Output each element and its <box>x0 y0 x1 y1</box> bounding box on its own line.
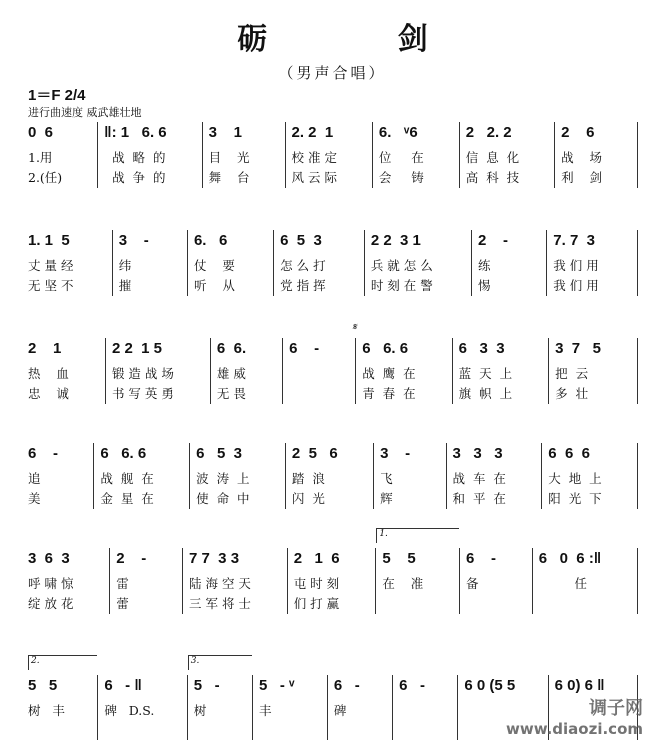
measure <box>459 548 532 614</box>
lyric-verse-2: 风 云 际 <box>291 170 337 185</box>
notes: 2. 2 1 <box>291 124 334 141</box>
lyric-verse-2: 蕾 <box>116 596 129 611</box>
notes: 2 6 <box>561 124 595 141</box>
lyric-verse-2 <box>28 721 94 740</box>
notes: 3 - <box>118 232 149 249</box>
volta-bracket: 2. <box>28 655 97 670</box>
lyric-verse-2: 书 写 英 勇 <box>111 386 174 401</box>
lyric-verse-1: 锻 造 战 场 <box>111 366 174 381</box>
measure <box>109 548 182 614</box>
lyric-verse-2: 使 命 中 <box>196 491 250 506</box>
notes: 3 - <box>380 445 411 462</box>
lyric-verse-1: 波 涛 上 <box>196 471 250 486</box>
lyric-verse-2 <box>289 384 352 404</box>
lyric-verse-1: 战 舰 在 <box>100 471 154 486</box>
lyric-verse-1: 在 准 <box>382 576 424 591</box>
measure <box>471 230 546 296</box>
lyric-verse-2: 阳 光 下 <box>548 491 602 506</box>
notes: 5 5 <box>28 677 58 694</box>
lyric-verse-2 <box>399 721 454 740</box>
notes: 6 6 6 <box>548 445 590 462</box>
lyric-verse-2: 利 剑 <box>561 170 603 185</box>
lyric-verse-2 <box>466 594 529 614</box>
notes: 6 3 3 <box>458 340 505 357</box>
measure <box>210 338 282 404</box>
lyric-verse-2: 高 科 技 <box>465 170 520 185</box>
measure <box>532 548 638 614</box>
lyric-verse-1: 碑 D.S. <box>104 703 155 718</box>
lyric-verse-1: 兵 就 怎 么 <box>370 258 433 273</box>
notes: 6 5 3 <box>280 232 322 249</box>
notes: 2 - <box>116 550 147 567</box>
measure <box>392 675 457 740</box>
notes: 2 5 6 <box>291 445 338 462</box>
lyric-verse-1: 把 云 <box>555 366 589 381</box>
measure <box>372 122 459 188</box>
lyric-verse-1: 任 <box>538 576 588 591</box>
notes: 2 1 6 <box>293 550 340 567</box>
lyric-verse-1: 目 光 <box>208 150 250 165</box>
lyric-verse-1: 蓝 天 上 <box>458 366 513 381</box>
measure <box>28 122 97 188</box>
notes: 3 7 5 <box>555 340 601 357</box>
lyric-verse-2: 2.(任) <box>28 170 63 185</box>
watermark-name: 调子网 <box>589 698 643 719</box>
notes: 6 - <box>399 677 425 694</box>
lyric-verse-2: 青 春 在 <box>362 386 416 401</box>
measure <box>375 529 459 614</box>
score-row <box>28 443 638 509</box>
notes: 6 - <box>333 677 360 694</box>
measure <box>28 338 105 404</box>
notes: 6 0 6 :‖ <box>538 550 602 567</box>
measure <box>273 230 364 296</box>
lyric-verse-2: 无 畏 <box>216 386 246 401</box>
lyric-verse-1: 我 们 用 <box>553 258 599 273</box>
measure <box>28 656 97 740</box>
song-subtitle: （男声合唱） <box>278 64 387 82</box>
measure <box>28 548 109 614</box>
notes: 3 3 3 <box>452 445 503 462</box>
lyric-verse-2: 舞 台 <box>208 170 250 185</box>
lyric-verse-2: 多 壮 <box>555 386 589 401</box>
notes: 6 - <box>28 445 59 462</box>
measure <box>187 230 273 296</box>
notes: 3 6 3 <box>28 550 70 567</box>
lyric-verse-1: 大 地 上 <box>548 471 602 486</box>
measure <box>252 675 327 740</box>
lyric-verse-1: 信 息 化 <box>465 150 520 165</box>
measure <box>327 675 392 740</box>
measure <box>112 230 187 296</box>
lyric-verse-2: 旗 帜 上 <box>458 386 513 401</box>
lyric-verse-1: 练 <box>478 258 491 273</box>
lyric-verse-2 <box>259 721 324 740</box>
lyric-verse-2: 忠 诚 <box>28 386 69 401</box>
lyric-verse-1: 树 <box>193 703 207 718</box>
notes: 5 5 <box>382 550 416 567</box>
measure <box>373 443 445 509</box>
song-title: 砺 剑 <box>237 22 488 57</box>
segno-mark: 𝄋 <box>352 322 357 333</box>
volta-bracket: 3. <box>188 655 252 670</box>
notes: 5 - ᵛ <box>259 677 295 694</box>
measure <box>452 338 548 404</box>
score-row <box>28 529 638 614</box>
notes: ‖: 1 6. 6 <box>104 124 167 141</box>
lyric-verse-1 <box>399 701 454 721</box>
lyric-verse-1: 位 在 <box>378 150 424 165</box>
notes: 2 2 3 1 <box>370 232 421 249</box>
notes: 6. 6 <box>193 232 228 249</box>
lyric-verse-1 <box>289 364 352 384</box>
lyric-verse-1: 丰 <box>259 703 272 718</box>
lyric-verse-1: 碑 <box>333 703 347 718</box>
lyric-verse-2 <box>104 721 183 740</box>
lyric-verse-2: 时 刻 在 警 <box>370 278 433 293</box>
notes: 6 - ‖ <box>104 677 142 694</box>
measure <box>28 230 112 296</box>
score-row <box>28 230 638 296</box>
notes: 6 5 3 <box>196 445 243 462</box>
measure <box>364 230 471 296</box>
key-signature: 1＝F 2/4 <box>28 87 86 104</box>
lyric-verse-2: 摧 <box>118 278 132 293</box>
notes: 7. 7 3 <box>553 232 595 249</box>
lyric-verse-2: 绽 放 花 <box>28 596 74 611</box>
tempo-marking: 进行曲速度 威武雄壮地 <box>28 106 142 119</box>
lyric-verse-1: 踏 浪 <box>291 471 325 486</box>
measure <box>446 443 542 509</box>
measure <box>282 338 355 404</box>
lyric-verse-2: 们 打 赢 <box>293 596 340 611</box>
measure <box>189 443 285 509</box>
measure <box>554 122 638 188</box>
measure <box>541 443 638 509</box>
notes: 6 0 (5 5 <box>464 677 516 694</box>
measure <box>182 548 287 614</box>
notes: 6 - <box>289 340 320 357</box>
notes: 2 2. 2 <box>465 124 512 141</box>
lyric-verse-1: 树 丰 <box>28 703 65 718</box>
lyric-verse-2 <box>194 721 249 740</box>
lyric-verse-1: 热 血 <box>28 366 69 381</box>
notes: 1. 1 5 <box>28 232 70 249</box>
volta-bracket: 1. <box>376 528 459 543</box>
measure <box>459 122 554 188</box>
lyric-verse-1: 雷 <box>116 576 129 591</box>
notes: 5 - <box>193 677 220 694</box>
lyric-verse-1: 战 略 的 <box>104 150 166 165</box>
lyric-verse-2: 会 铸 <box>378 170 424 185</box>
lyric-verse-1 <box>464 701 544 721</box>
lyric-verse-1: 飞 <box>380 471 393 486</box>
lyric-verse-2: 听 从 <box>193 278 235 293</box>
notes: 3 1 <box>208 124 242 141</box>
lyric-verse-2: 闪 光 <box>291 491 325 506</box>
lyric-verse-2: 和 平 在 <box>452 491 506 506</box>
measure <box>548 338 638 404</box>
notes: 2 1 <box>28 340 62 357</box>
lyric-verse-2: 惕 <box>478 278 491 293</box>
notes: 6 6. 6 <box>362 340 409 357</box>
lyric-verse-1: 战 鹰 在 <box>362 366 416 381</box>
lyric-verse-2: 战 争 的 <box>104 170 166 185</box>
lyric-verse-2: 美 <box>28 491 41 506</box>
notes: 6 - <box>466 550 497 567</box>
measure <box>93 443 189 509</box>
lyric-verse-2: 党 指 挥 <box>280 278 326 293</box>
lyric-verse-1: 校 准 定 <box>291 150 337 165</box>
lyric-verse-2 <box>382 594 456 614</box>
watermark-url: www.diaozi.com <box>505 720 643 738</box>
lyric-verse-1: 屯 时 刻 <box>293 576 340 591</box>
notes: 6. ᵛ6 <box>378 124 418 141</box>
measure <box>105 338 210 404</box>
notes: 2 2 1 5 <box>111 340 162 357</box>
lyric-verse-1: 1.用 <box>28 150 53 165</box>
lyric-verse-1: 纬 <box>118 258 132 273</box>
lyric-verse-2: 金 星 在 <box>100 491 154 506</box>
measure <box>352 322 451 404</box>
lyric-verse-1: 战 车 在 <box>452 471 506 486</box>
notes: 6 6. 6 <box>100 445 147 462</box>
notes: 6 0) 6 ‖ <box>554 677 605 694</box>
notes: 7 7 3 3 <box>189 550 240 567</box>
lyric-verse-1: 怎 么 打 <box>280 258 326 273</box>
lyric-verse-1: 追 <box>28 471 41 486</box>
measure <box>287 548 376 614</box>
lyric-verse-2 <box>539 594 634 614</box>
measure <box>285 443 373 509</box>
lyric-verse-1: 丈 量 经 <box>28 258 74 273</box>
lyric-verse-2: 我 们 用 <box>553 278 599 293</box>
measure <box>28 443 93 509</box>
measure <box>202 122 285 188</box>
lyric-verse-2 <box>334 721 389 740</box>
lyric-verse-1: 仗 要 <box>193 258 235 273</box>
lyric-verse-2: 无 坚 不 <box>28 278 74 293</box>
lyric-verse-1: 雄 威 <box>216 366 246 381</box>
notes: 0 6 <box>28 124 54 141</box>
lyric-verse-1: 呼 啸 惊 <box>28 576 74 591</box>
notes: 2 - <box>478 232 509 249</box>
notes: 6 6. <box>216 340 247 357</box>
lyric-verse-2: 辉 <box>380 491 393 506</box>
lyric-verse-1: 战 场 <box>561 150 603 165</box>
lyric-verse-1: 陆 海 空 天 <box>189 576 251 591</box>
score-row <box>28 322 638 404</box>
lyric-verse-2: 三 军 将 士 <box>189 596 251 611</box>
measure <box>97 122 201 188</box>
measure <box>187 656 252 740</box>
measure <box>285 122 372 188</box>
lyric-verse-1: 备 <box>466 576 479 591</box>
score-row <box>28 122 638 188</box>
measure <box>546 230 638 296</box>
measure <box>97 675 186 740</box>
